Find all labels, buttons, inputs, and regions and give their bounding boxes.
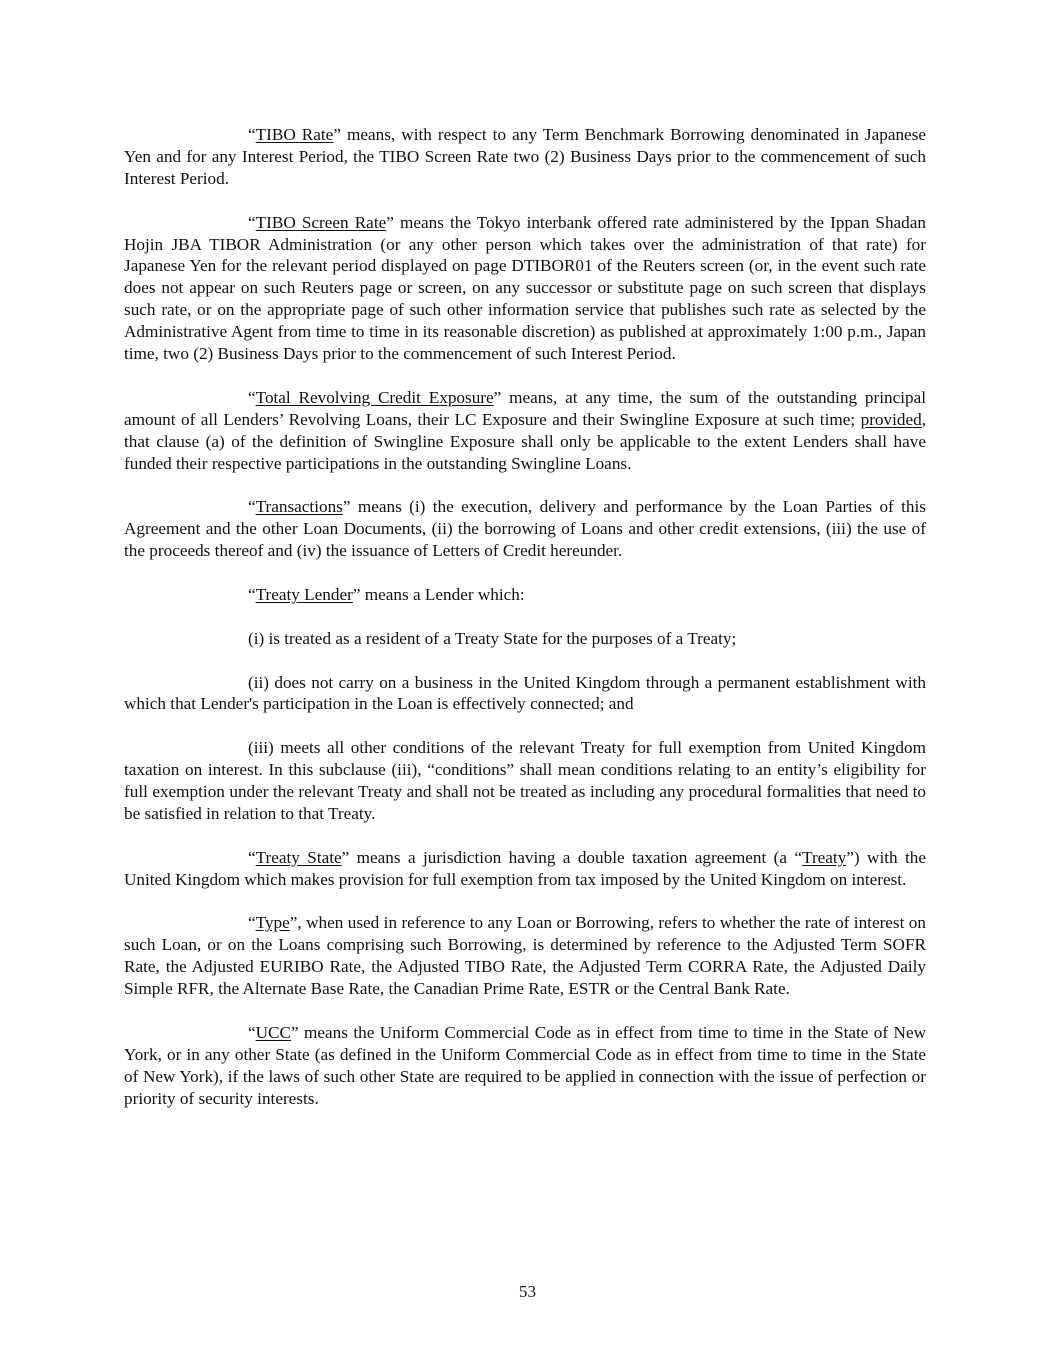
definition-text: means the Uniform Commercial Code as in effect from time to time in the State of New York, or in any other State (as defined in the Uniform Commercial Code as in effect from time to time in the State of New York), if the laws of such other State are required to be applied in connection with the issue of perfection or priority of security interests.: [124, 1023, 926, 1108]
treaty-lender-clause-ii: (ii) does not carry on a business in the United Kingdom through a permanent establishment with which that Lender's participation in the Loan is effectively connected; and: [124, 672, 926, 714]
quote-open: “: [248, 497, 256, 517]
quote-open: “: [248, 125, 256, 144]
document-page: [124, 124, 926, 1132]
definition-text: means a jurisdiction having a double taxation agreement (a “: [349, 847, 803, 867]
defined-term: Transactions: [255, 497, 343, 517]
definition-text-continued: ”) with the United Kingdom which makes provision for full exemption from tax imposed by the United Kingdom on interest.: [124, 847, 926, 889]
quote-open: “: [248, 1023, 256, 1042]
definition-text: means, with respect to any Term Benchmark Borrowing denominated in Japanese Yen and for any Interest Period, the TIBO Screen Rate two (2) Business Days prior to the commencement of such Interest Period.: [124, 125, 926, 188]
quote-close: ”: [352, 584, 361, 604]
definition-ucc: [124, 1022, 926, 1110]
defined-term: TIBO Rate: [255, 125, 334, 144]
quote-open: “: [248, 847, 256, 867]
quote-close: ”: [493, 387, 502, 407]
definition-text: means a Lender which:: [360, 584, 525, 604]
quote-close: ”: [333, 125, 341, 144]
quote-open: “: [248, 913, 256, 933]
definition-treaty-state: [124, 847, 926, 891]
defined-term: TIBO Screen Rate: [255, 212, 387, 232]
provided-term: provided: [860, 409, 922, 429]
treaty-lender-clause-i: (i) is treated as a resident of a Treaty State for the purposes of a Treaty;: [248, 628, 737, 648]
definition-treaty-lender: [124, 584, 926, 606]
quote-close: ”: [289, 913, 298, 933]
definition-tibo-rate: [124, 124, 926, 190]
quote-close: ”: [341, 847, 350, 867]
definition-total-revolving-credit-exposure: [124, 387, 926, 475]
definition-text-continued: , that clause (a) of the definition of Swingline Exposure shall only be applicable to the extent Lenders shall have funded their respective participations in the outstanding Swingline Loans.: [124, 409, 926, 473]
quote-open: “: [248, 387, 256, 407]
defined-term: Treaty State: [255, 847, 342, 867]
defined-term: Total Revolving Credit Exposure: [255, 387, 494, 407]
definition-tibo-screen-rate: [124, 212, 926, 365]
definition-type: [124, 912, 926, 1000]
quote-close: ”: [386, 212, 394, 232]
quote-close: ”: [342, 497, 351, 517]
definition-text: , when used in reference to any Loan or Borrowing, refers to whether the rate of interest on such Loan, or on the Loans comprising such Borrowing, is determined by reference to the Adjusted Term SOFR Rate, the Adjusted EURIBO Rate, the Adjusted TIBO Rate, the Adjusted Term CORRA Rate, the Adjusted Daily Simple RFR, the Alternate Base Rate, the Canadian Prime Rate, ESTR or the Central Bank Rate.: [124, 913, 926, 999]
defined-term: Type: [255, 913, 290, 933]
quote-open: “: [248, 584, 256, 604]
treaty-lender-clause-iii: (iii) meets all other conditions of the relevant Treaty for full exemption from United Kingdom taxation on interest. In this subclause (iii), “conditions” shall mean conditions relating to an entity’s eligibility for full exemption under the relevant Treaty and shall not be treated as including any procedural formalities that need to be satisfied in relation to that Treaty.: [124, 738, 926, 823]
defined-term: Treaty Lender: [255, 584, 353, 604]
definition-text: means, at any time, the sum of the outstanding principal amount of all Lenders’ Revolving Loans, their LC Exposure and their Swingline Exposure at such time;: [124, 387, 926, 429]
definition-text: means (i) the execution, delivery and performance by the Loan Parties of this Agreement and the other Loan Documents, (ii) the borrowing of Loans and other credit extensions, (iii) the use of the proceeds thereof and (iv) the issuance of Letters of Credit hereunder.: [124, 497, 926, 561]
defined-term: UCC: [255, 1023, 291, 1042]
quote-close: ”: [290, 1023, 299, 1042]
definition-text: means the Tokyo interbank offered rate administered by the Ippan Shadan Hojin JBA TIBOR Administration (or any other person which takes over the administration of that rate) for Japanese Yen for the relevant period displayed on page DTIBOR01 of the Reuters screen (or, in the event such rate does not appear on such Reuters page or screen, on any successor or substitute page on such screen that displays such rate, or on the appropriate page of such other information service that publishes such rate as selected by the Administrative Agent from time to time in its reasonable discretion) as published at approximately 1:00 p.m., Japan time, two (2) Business Days prior to the commencement of such Interest Period.: [124, 212, 926, 364]
definition-transactions: [124, 496, 926, 562]
page-number: 53: [518, 1282, 537, 1301]
defined-term-treaty: Treaty: [802, 847, 847, 867]
quote-open: “: [248, 212, 256, 232]
